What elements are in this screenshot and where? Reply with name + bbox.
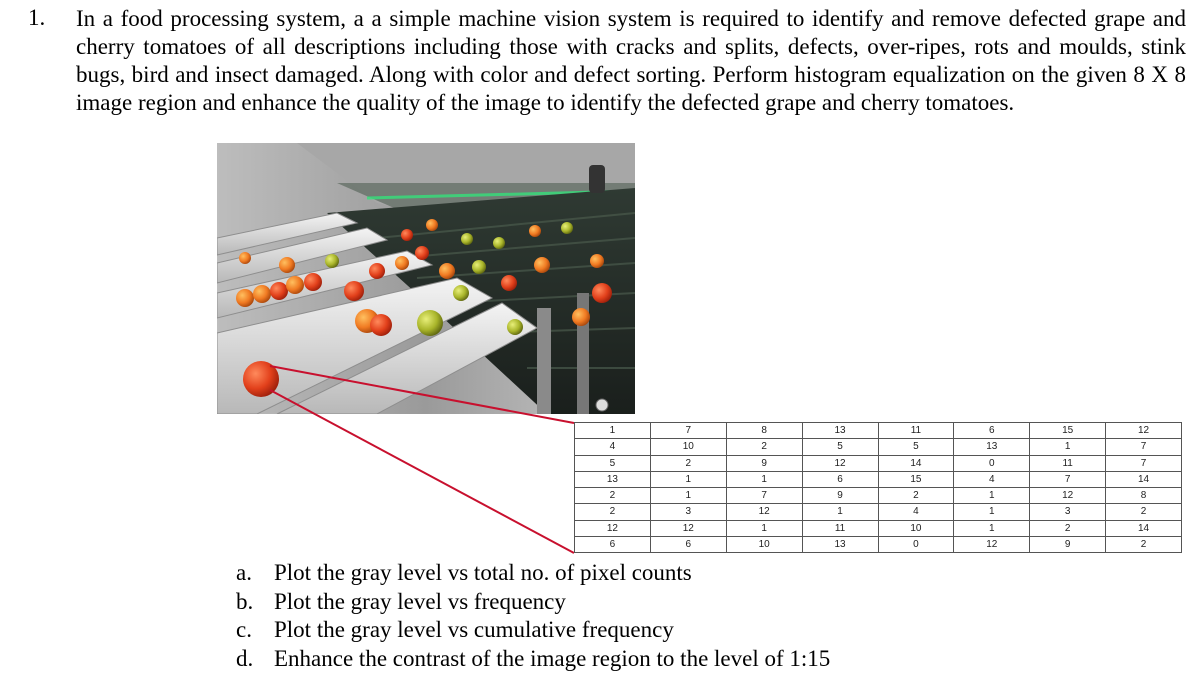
pixel-cell: 14 xyxy=(1106,520,1182,536)
pixel-cell: 10 xyxy=(650,439,726,455)
pixel-grid-row xyxy=(575,488,1182,504)
sub-question-d: d. Enhance the contrast of the image region to the level of 1:15 xyxy=(236,645,830,673)
pixel-grid-row xyxy=(575,504,1182,520)
pixel-cell: 0 xyxy=(954,455,1030,471)
pixel-cell: 2 xyxy=(1030,520,1106,536)
pixel-cell: 7 xyxy=(1106,439,1182,455)
pixel-cell: 15 xyxy=(878,471,954,487)
pixel-cell: 4 xyxy=(575,439,651,455)
pixel-cell: 5 xyxy=(575,455,651,471)
pixel-cell: 13 xyxy=(575,471,651,487)
pixel-cell: 9 xyxy=(802,488,878,504)
pixel-cell: 1 xyxy=(954,504,1030,520)
pixel-cell: 13 xyxy=(802,536,878,552)
pixel-cell: 2 xyxy=(575,504,651,520)
pixel-cell: 2 xyxy=(575,488,651,504)
pixel-cell: 12 xyxy=(1030,488,1106,504)
pixel-cell: 11 xyxy=(878,423,954,439)
pixel-cell: 13 xyxy=(802,423,878,439)
pixel-cell: 1 xyxy=(650,488,726,504)
pixel-grid-row xyxy=(575,455,1182,471)
pixel-cell: 2 xyxy=(1106,504,1182,520)
pixel-cell: 12 xyxy=(726,504,802,520)
pixel-cell: 6 xyxy=(802,471,878,487)
pixel-cell: 2 xyxy=(1106,536,1182,552)
pixel-cell: 4 xyxy=(954,471,1030,487)
pixel-cell: 8 xyxy=(726,423,802,439)
pixel-cell: 7 xyxy=(1106,455,1182,471)
pixel-cell: 1 xyxy=(1030,439,1106,455)
pixel-cell: 3 xyxy=(1030,504,1106,520)
question-number: 1. xyxy=(28,5,45,31)
pixel-grid-row xyxy=(575,536,1182,552)
pixel-cell: 4 xyxy=(878,504,954,520)
pixel-cell: 14 xyxy=(1106,471,1182,487)
pixel-grid-row xyxy=(575,520,1182,536)
pixel-cell: 1 xyxy=(954,488,1030,504)
pixel-cell: 2 xyxy=(878,488,954,504)
pixel-cell: 12 xyxy=(954,536,1030,552)
sub-question-a: a. Plot the gray level vs total no. of pixel counts xyxy=(236,559,830,588)
pixel-cell: 2 xyxy=(726,439,802,455)
pixel-cell: 1 xyxy=(802,504,878,520)
pixel-grid-row xyxy=(575,423,1182,439)
pixel-grid-row xyxy=(575,439,1182,455)
pixel-cell: 11 xyxy=(1030,455,1106,471)
pixel-cell: 7 xyxy=(726,488,802,504)
pixel-cell: 1 xyxy=(954,520,1030,536)
pixel-cell: 10 xyxy=(726,536,802,552)
sub-question-c: c. Plot the gray level vs cumulative frequency xyxy=(236,616,830,645)
pixel-cell: 15 xyxy=(1030,423,1106,439)
pixel-cell: 12 xyxy=(650,520,726,536)
pixel-cell: 12 xyxy=(802,455,878,471)
pixel-cell: 8 xyxy=(1106,488,1182,504)
sub-question-list xyxy=(236,559,830,673)
pixel-cell: 12 xyxy=(1106,423,1182,439)
pixel-grid-row xyxy=(575,471,1182,487)
pixel-cell: 7 xyxy=(650,423,726,439)
sub-question-b: b. Plot the gray level vs frequency xyxy=(236,588,830,617)
tomato-sorting-photo xyxy=(217,143,635,414)
pixel-cell: 13 xyxy=(954,439,1030,455)
pixel-cell: 14 xyxy=(878,455,954,471)
pixel-cell: 2 xyxy=(650,455,726,471)
pixel-cell: 1 xyxy=(726,520,802,536)
pixel-cell: 9 xyxy=(1030,536,1106,552)
pixel-cell: 1 xyxy=(575,423,651,439)
pixel-cell: 6 xyxy=(575,536,651,552)
pixel-cell: 12 xyxy=(575,520,651,536)
pixel-grid xyxy=(574,422,1182,553)
pixel-cell: 6 xyxy=(954,423,1030,439)
pixel-cell: 9 xyxy=(726,455,802,471)
pixel-cell: 0 xyxy=(878,536,954,552)
pixel-cell: 1 xyxy=(726,471,802,487)
pixel-cell: 7 xyxy=(1030,471,1106,487)
pixel-cell: 6 xyxy=(650,536,726,552)
question-text: In a food processing system, a a simple machine vision system is required to identify and remove defected grape and cherry tomatoes of all descriptions including those with cracks and splits, defects, over-ripes, rots and moulds, stink bugs, bird and insect damaged. Along with color and defect sorting. Perform histogram equalization on the given 8 X 8 image region and enhance the quality of the image to identify the defected grape and cherry tomatoes. xyxy=(76,5,1186,117)
pixel-cell: 11 xyxy=(802,520,878,536)
pixel-cell: 1 xyxy=(650,471,726,487)
pixel-cell: 5 xyxy=(878,439,954,455)
pixel-cell: 3 xyxy=(650,504,726,520)
pixel-cell: 10 xyxy=(878,520,954,536)
pixel-cell: 5 xyxy=(802,439,878,455)
